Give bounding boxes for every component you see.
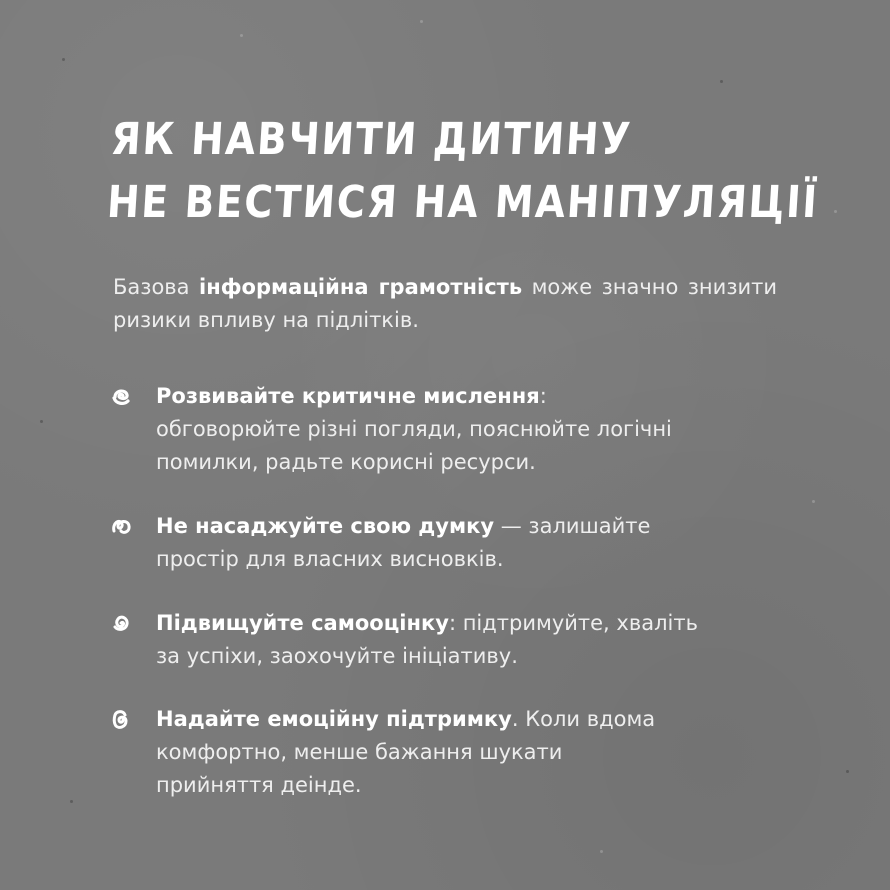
tip-heading: Підвищуйте самооцінку [156, 611, 449, 635]
texture-speck [834, 210, 837, 213]
tip-text [156, 607, 786, 673]
texture-speck [420, 20, 423, 23]
tip-text [156, 510, 786, 576]
texture-speck [40, 420, 43, 423]
swirl-doodle-icon [110, 385, 132, 407]
texture-speck [240, 34, 243, 37]
texture-speck [70, 800, 73, 803]
title-line-2: НЕ ВЕСТИСЯ НА МАНІПУЛЯЦІЇ [105, 177, 821, 228]
tip-item-critical-thinking [110, 380, 790, 480]
texture-speck [720, 80, 723, 83]
tip-text [156, 703, 786, 802]
intro-after: може значно знизити ризики впливу на підлітків. [113, 275, 778, 332]
texture-speck [846, 770, 849, 773]
tip-item-emotional-support [110, 703, 790, 803]
texture-speck [812, 500, 815, 503]
tip-heading: Не насаджуйте свою думку [156, 514, 495, 538]
tip-tail: — залишайте [494, 514, 651, 538]
tip-line: комфортно, менше бажання шукати [156, 740, 563, 764]
tip-heading: Розвивайте критичне мислення [156, 384, 540, 408]
tip-item-own-opinion [110, 510, 790, 580]
spiral-doodle-icon [110, 612, 132, 634]
tip-separator: : [539, 384, 547, 408]
tip-line: прийняття деінде. [156, 773, 362, 797]
tip-line: за успіхи, заохочуйте ініціативу. [156, 644, 518, 668]
texture-speck [62, 58, 65, 61]
tip-item-self-esteem [110, 607, 790, 677]
page-title [105, 108, 821, 234]
tip-line: обговорюйте різні погляди, пояснюйте логічні [156, 417, 672, 441]
texture-speck [600, 850, 603, 853]
intro-bold: інформаційна грамотність [199, 275, 523, 299]
title-line-1: ЯК НАВЧИТИ ДИТИНУ [109, 114, 634, 165]
intro-paragraph [113, 271, 777, 337]
tip-line: помилки, радьте корисні ресурси. [156, 450, 536, 474]
tip-tail: . Коли вдома [511, 707, 656, 731]
intro-before: Базова [113, 275, 199, 299]
tip-tail: : підтримуйте, хваліть [448, 611, 698, 635]
knot-doodle-icon [110, 708, 132, 730]
tip-text [156, 380, 786, 479]
tip-line: простір для власних висновків. [156, 547, 504, 571]
loop-doodle-icon [110, 515, 132, 537]
tip-heading: Надайте емоційну підтримку [156, 707, 512, 731]
